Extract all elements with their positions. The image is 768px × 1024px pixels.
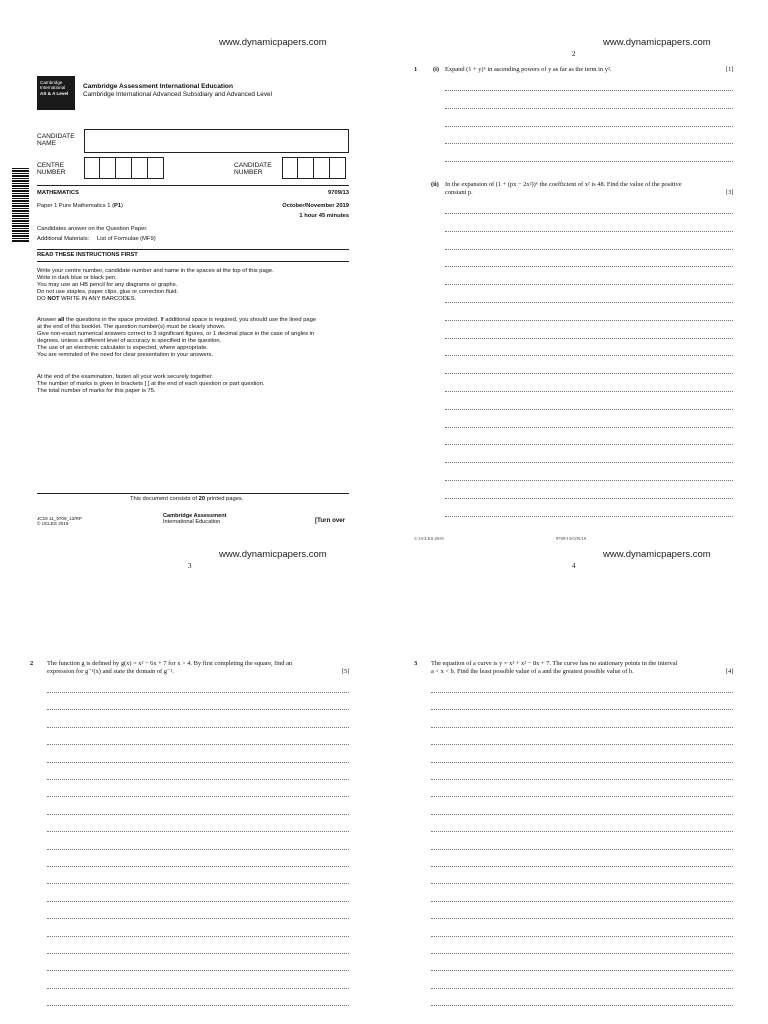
answer-line[interactable] [47,727,349,728]
divider [37,249,349,250]
centre-number-label: CENTRE NUMBER [37,162,66,177]
instruction-line: at the end of this booklet. The question number(s) must be clearly shown. [37,324,226,330]
cambridge-logo: Cambridge International AS & A Level [37,76,75,110]
answer-line[interactable] [47,866,349,867]
marks: [3] [726,189,734,196]
cover-page [0,0,384,526]
candidate-name-label: CANDIDATE NAME [37,133,75,148]
answer-line[interactable] [445,266,733,267]
answer-line[interactable] [431,953,733,954]
part-label: (ii) [431,181,439,188]
answer-line[interactable] [445,161,733,162]
answer-line[interactable] [445,338,733,339]
answer-line[interactable] [445,355,733,356]
answer-line[interactable] [47,762,349,763]
question-text: The function g is defined by g(x) = x² − 6x + 7 for x > 4. By first completing the square, find an [47,660,293,667]
answer-line[interactable] [47,883,349,884]
question-text: constant p. [445,189,473,196]
watermark: www.dynamicpapers.com [219,549,327,560]
instruction-line: The number of marks is given in brackets [ ] at the end of each question or part question. [37,381,265,387]
answer-line[interactable] [47,970,349,971]
watermark: www.dynamicpapers.com [219,37,327,48]
instruction-line: Do not use staples, paper clips, glue or correction fluid. [37,289,179,295]
answer-line[interactable] [47,814,349,815]
answer-note: Candidates answer on the Question Paper. [37,226,148,232]
barcode [12,168,29,242]
answer-line[interactable] [47,901,349,902]
answer-line[interactable] [445,391,733,392]
answer-line[interactable] [47,744,349,745]
marks: [4] [726,668,734,675]
marks: [5] [342,668,350,675]
question-text: Expand (1 + y)⁶ in ascending powers of y as far as the term in y². [445,66,612,73]
answer-line[interactable] [445,213,733,214]
instruction-line: degrees, unless a different level of accuracy is specified in the question. [37,338,222,344]
reference-code: JC19 11_9709_13/RP [37,516,82,521]
instruction-line: At the end of the examination, fasten all your work securely together. [37,374,213,380]
answer-line[interactable] [47,988,349,989]
answer-line[interactable] [47,918,349,919]
exam-duration: 1 hour 45 minutes [299,213,349,219]
answer-line[interactable] [431,709,733,710]
exam-session: October/November 2019 [282,203,349,209]
page-number: 2 [572,50,576,58]
answer-line[interactable] [431,866,733,867]
part-label: (i) [433,66,440,73]
answer-line[interactable] [431,883,733,884]
answer-line[interactable] [431,1005,733,1006]
answer-line[interactable] [431,918,733,919]
answer-line[interactable] [47,849,349,850]
answer-line[interactable] [445,444,733,445]
answer-line[interactable] [47,692,349,693]
instruction-line: Write your centre number, candidate number and name in the spaces at the top of this page. [37,268,274,274]
instruction-line: DO NOT WRITE IN ANY BARCODES. [37,296,137,302]
instruction-line: Give non-exact numerical answers correct to 3 significant figures, or 1 decimal place in the case of angles in [37,331,315,337]
paper-code: 9709/13 [328,190,349,196]
divider [37,493,349,494]
paper-title: Paper 1 Pure Mathematics 1 (P1) [37,203,124,209]
answer-line[interactable] [445,462,733,463]
board-title: Cambridge Assessment International Education [83,83,233,90]
instructions-heading: READ THESE INSTRUCTIONS FIRST [37,252,138,258]
question-text: expression for g⁻¹(x) and state the domain of g⁻¹. [47,668,174,675]
watermark: www.dynamicpapers.com [603,37,711,48]
answer-line[interactable] [431,936,733,937]
assessment-brand: Cambridge Assessment International Education [163,513,227,525]
question-number: 1 [414,66,418,73]
answer-line[interactable] [445,373,733,374]
question-page-4 [384,512,768,1024]
instruction-line: Write in dark blue or black pen. [37,275,117,281]
answer-line[interactable] [445,143,733,144]
answer-line[interactable] [431,901,733,902]
subject: MATHEMATICS [37,190,79,196]
additional-materials-value: List of Formulae (MF9) [97,236,156,242]
answer-line[interactable] [445,249,733,250]
answer-line[interactable] [431,744,733,745]
pages-note: This document consists of 20 printed pages. [130,496,244,502]
answer-line[interactable] [47,831,349,832]
answer-line[interactable] [445,126,733,127]
answer-line[interactable] [431,831,733,832]
answer-line[interactable] [445,231,733,232]
answer-line[interactable] [445,498,733,499]
answer-line[interactable] [431,988,733,989]
answer-line[interactable] [431,796,733,797]
question-page-2 [384,0,768,541]
answer-line[interactable] [431,692,733,693]
watermark: www.dynamicpapers.com [603,549,711,560]
answer-line[interactable] [47,796,349,797]
answer-line[interactable] [431,970,733,971]
answer-line[interactable] [445,480,733,481]
divider [37,185,349,186]
question-number: 3 [414,660,418,667]
question-number: 2 [30,660,34,667]
answer-line[interactable] [445,90,733,91]
turn-over: [Turn over [315,517,346,524]
instruction-line: You may use an HB pencil for any diagrams or graphs. [37,282,178,288]
answer-line[interactable] [47,709,349,710]
additional-materials-label: Additional Materials: [37,236,90,242]
board-subtitle: Cambridge International Advanced Subsidiary and Advanced Level [83,91,273,98]
answer-line[interactable] [47,936,349,937]
candidate-number-label: CANDIDATE NUMBER [234,162,272,177]
answer-line[interactable] [47,1005,349,1006]
answer-line[interactable] [445,320,733,321]
answer-line[interactable] [445,108,733,109]
instruction-line: The use of an electronic calculator is expected, where appropriate. [37,345,208,351]
answer-line[interactable] [47,953,349,954]
instruction-line: Answer all the questions in the space provided. If additional space is required, you should use the lined page [37,317,317,323]
divider [37,261,349,262]
question-text: The equation of a curve is y = x³ + x² − 8x + 7. The curve has no stationary points in the interval [431,660,678,667]
instruction-line: You are reminded of the need for clear presentation in your answers. [37,352,214,358]
answer-line[interactable] [47,779,349,780]
instruction-line: The total number of marks for this paper is 75. [37,388,156,394]
footer-code: 9709/13/O/N/19 [556,536,587,541]
question-page-3 [0,512,384,1024]
question-text: In the expansion of (1 + (px − 2x²))⁶ the coefficient of x² is 48. Find the value of the positive [445,181,682,188]
answer-line[interactable] [445,409,733,410]
answer-line[interactable] [445,284,733,285]
question-text: a < x < b. Find the least possible value of a and the greatest possible value of b. [431,668,634,675]
centre-number-field[interactable] [84,157,164,179]
page-number: 4 [572,562,576,570]
answer-line[interactable] [431,849,733,850]
answer-line[interactable] [445,302,733,303]
answer-line[interactable] [431,814,733,815]
copyright: © UCLES 2019 [37,521,69,526]
candidate-number-field[interactable] [282,157,346,179]
candidate-name-field[interactable] [84,129,349,153]
page-number: 3 [188,562,192,570]
footer-copyright: © UCLES 2019 [414,536,444,541]
answer-line[interactable] [445,427,733,428]
answer-line[interactable] [431,779,733,780]
answer-line[interactable] [431,762,733,763]
answer-line[interactable] [431,727,733,728]
marks: [1] [726,66,734,73]
